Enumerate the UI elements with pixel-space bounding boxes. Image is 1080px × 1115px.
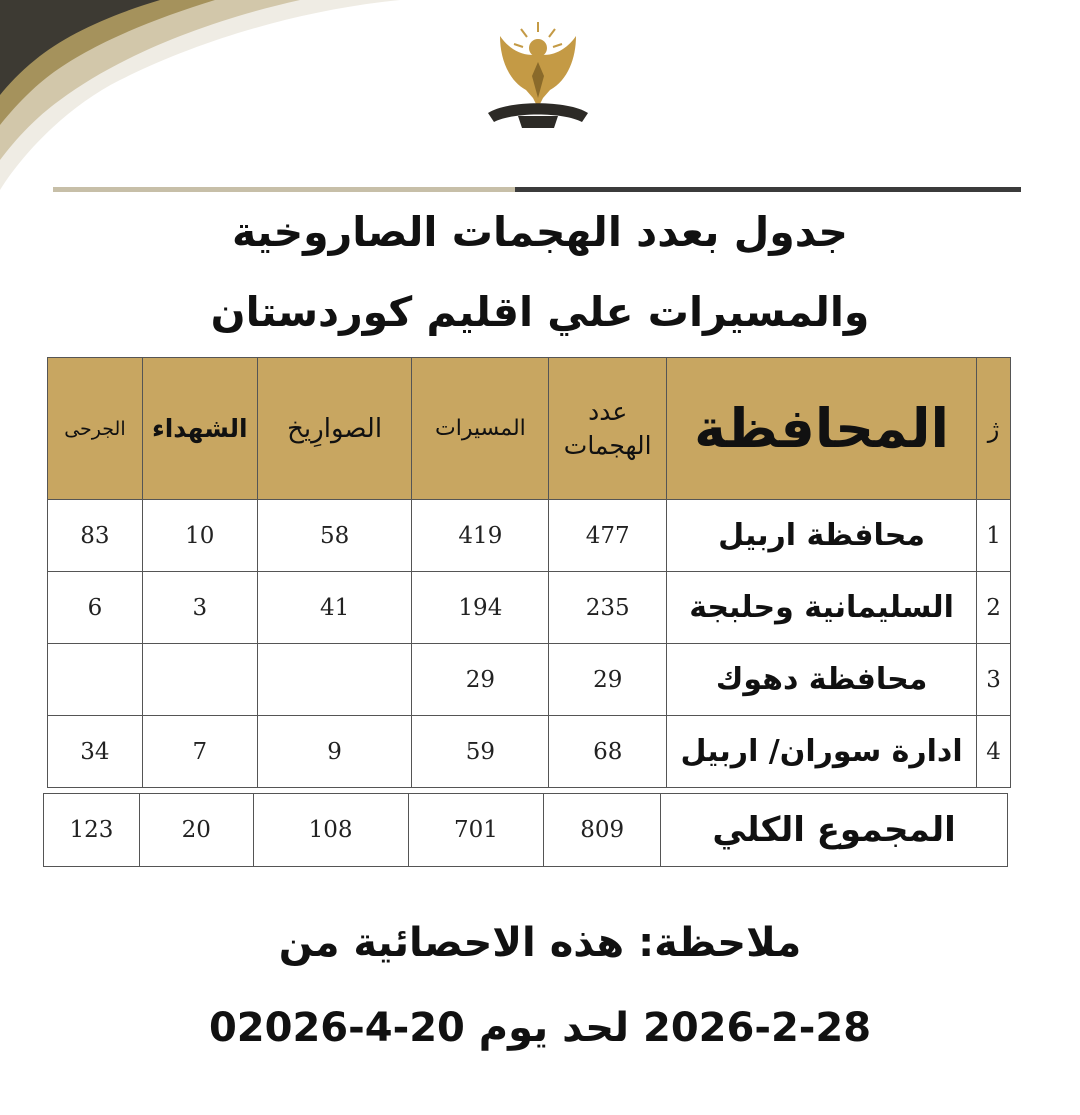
cell-martyrs: 7 [142,716,257,788]
cell-drones: 194 [412,572,549,644]
page-title-line2: والمسيرات علي اقليم كوردستان [210,288,870,336]
table-row [48,500,1011,572]
totals-table [43,793,1008,867]
cell-drones: 29 [412,644,549,716]
corner-wave-decoration [0,0,400,200]
table-row [48,716,1011,788]
total-row [44,794,1008,867]
cell-attacks: 235 [549,572,667,644]
note-line2: 2026-2-28 لحد يوم 20-4-02026 [208,1005,872,1051]
header-governorate: المحافظة [667,358,977,500]
cell-governorate: ادارة سوران/ اربيل [667,716,977,788]
table-header-row [48,358,1011,500]
total-wounded: 123 [44,794,140,867]
note-line1: ملاحظة: هذه الاحصائية من [278,920,802,966]
cell-attacks: 68 [549,716,667,788]
kurdistan-emblem-icon [478,18,598,133]
cell-missiles: 41 [257,572,412,644]
header-seq: ژ [977,358,1011,500]
table-row [48,572,1011,644]
cell-wounded: 83 [48,500,143,572]
attacks-table [47,357,1011,788]
header-attacks-line1: عدد [588,396,628,426]
cell-missiles: 9 [257,716,412,788]
cell-wounded: 6 [48,572,143,644]
total-attacks: 809 [544,794,661,867]
cell-governorate: السليمانية وحلبجة [667,572,977,644]
table-row [48,644,1011,716]
cell-attacks: 477 [549,500,667,572]
cell-wounded: 34 [48,716,143,788]
header-martyrs: الشهداء [142,358,257,500]
header-missiles: الصوارِيخ [257,358,412,500]
cell-martyrs: 3 [142,572,257,644]
cell-governorate: محافظة دهوك [667,644,977,716]
cell-seq: 3 [977,644,1011,716]
total-label: المجموع الكلي [661,794,1008,867]
header-attacks-line2: الهجمات [563,430,652,460]
cell-seq: 1 [977,500,1011,572]
header-attacks [549,358,667,500]
cell-attacks: 29 [549,644,667,716]
cell-missiles [257,644,412,716]
header-drones: المسيرات [412,358,549,500]
header-divider-light [53,187,515,192]
cell-wounded [48,644,143,716]
total-drones: 701 [408,794,544,867]
cell-drones: 419 [412,500,549,572]
header-wounded: الجرحى [48,358,143,500]
cell-drones: 59 [412,716,549,788]
cell-missiles: 58 [257,500,412,572]
page-title-line1: جدول بعدد الهجمات الصاروخية [231,208,848,256]
total-martyrs: 20 [139,794,253,867]
cell-seq: 2 [977,572,1011,644]
total-missiles: 108 [253,794,408,867]
header-divider-dark [515,187,1021,192]
cell-governorate: محافظة اربيل [667,500,977,572]
cell-martyrs: 10 [142,500,257,572]
cell-seq: 4 [977,716,1011,788]
cell-martyrs [142,644,257,716]
